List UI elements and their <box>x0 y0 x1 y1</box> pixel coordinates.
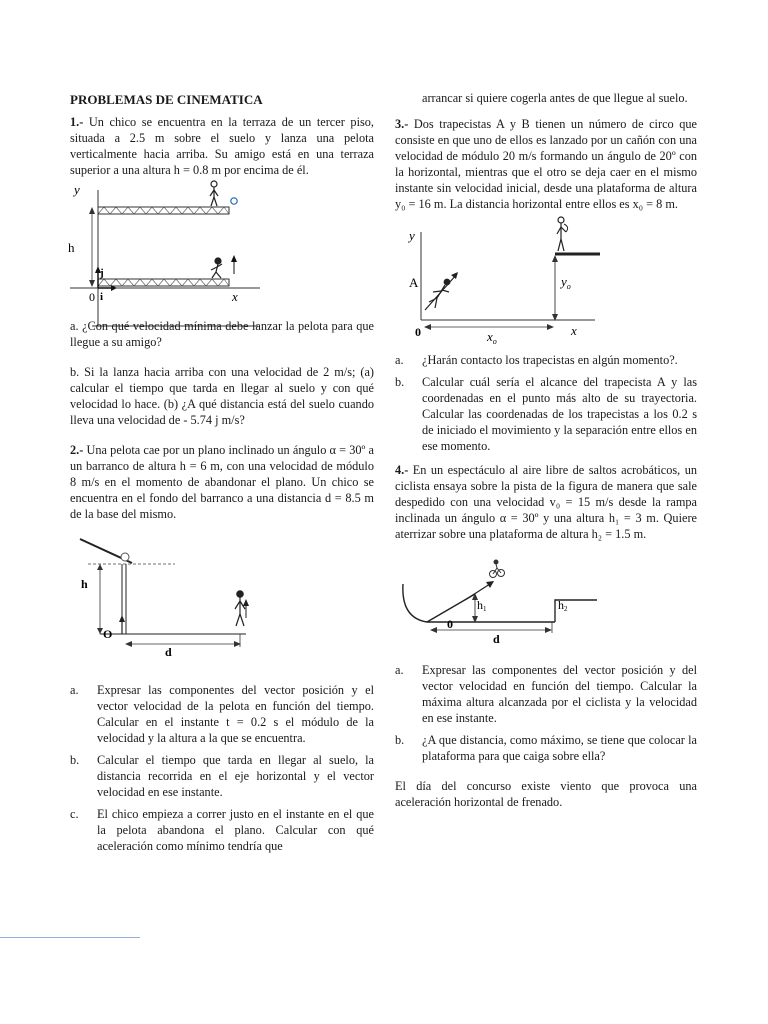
problem-4-statement <box>395 462 697 542</box>
problem-4-number: 4.- <box>395 463 409 477</box>
label-h1: h1 <box>477 598 487 613</box>
cyclist-figure <box>490 560 505 578</box>
axis-x-label: x <box>571 323 577 338</box>
problem-3-number: 3.- <box>395 117 409 131</box>
left-column <box>70 90 374 854</box>
problem-2-text: Una pelota cae por un plano inclinado un ángulo α = 30º a un barranco de altura h = 6 m, con una velocidad de módulo 8 m/s en el momento de abandonar el plano. Un chico se encuentra en el fondo del barranco a una distancia d = 8.5 m de la base del mismo. <box>70 443 374 521</box>
problem-1-figure <box>70 178 374 318</box>
problem-2-figure <box>70 522 374 682</box>
distance-d-label: d <box>165 645 172 659</box>
boy-figure <box>235 591 245 626</box>
problem-1-question-a: a. ¿Con qué velocidad mínima debe lanzar la pelota para que llegue a su amigo? <box>70 319 374 349</box>
item-text: Calcular cuál sería el alcance del trapecista A y las coordenadas en el punto más alto de su trayectoria. Calcular las coordenadas de los trapecistas a los 0.2 s de iniciado el movimiento y la separación entre ellos en ese momento. <box>422 375 697 453</box>
problem-4-figure <box>395 542 697 662</box>
item-text: El chico empieza a correr justo en el instante en el que la pelota abandona el plano. Calcular con qué aceleración como mínimo tendría que <box>97 807 374 853</box>
problem-3-item-a <box>395 352 697 368</box>
trapeze-artist-b-figure <box>557 217 568 251</box>
problem-3-figure <box>395 212 697 352</box>
problem-1-question-b: b. Si la lanza hacia arriba con una velocidad de 2 m/s; (a) calcular el tiempo que tarda en llegar al suelo y con qué velocidad lo hace. (b) ¿A qué distancia está del suelo cuando lleva una velocidad de - 5.74 j m/s? <box>70 365 374 427</box>
unit-i-label: i <box>100 291 104 303</box>
item-text: Expresar las componentes del vector posición y el vector velocidad de la pelota en función del tiempo. Calcular en el instante t = 0.2 s el módulo de la velocidad y la altura a la que se encuentra. <box>97 683 374 745</box>
item-label: a. <box>70 683 79 697</box>
problem-4-item-b <box>395 732 697 764</box>
axis-x-label: x <box>232 289 238 304</box>
item-label: b. <box>70 753 80 767</box>
label-a: A <box>409 275 419 290</box>
item-label: a. <box>395 353 404 367</box>
origin-label: 0 <box>415 325 421 339</box>
origin-label: 0 <box>89 290 95 304</box>
problem-2-item-a <box>70 682 374 746</box>
label-h2: h2 <box>558 598 568 613</box>
label-yo: $y_o$ <box>561 274 571 291</box>
right-column <box>395 90 697 810</box>
problem-2-item-b <box>70 752 374 800</box>
problem-1-statement <box>70 114 374 178</box>
problem-2-number: 2.- <box>70 443 84 457</box>
axis-y-label: y <box>74 182 80 197</box>
item-text: ¿A que distancia, como máximo, se tiene que colocar la plataforma para que caiga sobre ella? <box>422 733 697 763</box>
item-text: Calcular el tiempo que tarda en llegar al suelo, la distancia recorrida en el eje horizontal y el vector velocidad en ese instante. <box>97 753 374 799</box>
problem-3-statement <box>395 116 697 212</box>
height-h-label: h <box>81 577 88 591</box>
page-title: PROBLEMAS DE CINEMATICA <box>70 92 263 107</box>
origin-label: O <box>103 627 113 641</box>
problem-1-text: Un chico se encuentra en la terraza de un tercer piso, situada a 2.5 m sobre el suelo y lanza una pelota verticalmente hacia arriba. Su amigo está en una terraza superior a una altura h = 0.8 m por encima de él. <box>70 115 374 177</box>
origin-label: 0 <box>447 617 453 631</box>
item-label: b. <box>395 733 405 747</box>
problem-3-text: Dos trapecistas A y B tienen un número de circo que consiste en que uno de ellos es lanzado por un cañón con una velocidad de módulo 20 m/s formando un ángulo de 20º con la horizontal, mientras que el otro se deja caer en el mismo instante sin velocidad inicial, desde una plataforma de altura y₀ = 16 m. La distancia horizontal entre ellos es x₀ = 8 m. <box>395 117 697 211</box>
problem-1-number: 1.- <box>70 115 84 129</box>
unit-j-label: j <box>100 267 104 279</box>
distance-d-label: d <box>493 632 500 646</box>
boy-figure <box>211 258 222 278</box>
trapeze-artist-a-figure <box>429 279 450 308</box>
friend-figure <box>210 181 218 206</box>
height-h-label: h <box>68 240 75 255</box>
item-label: c. <box>70 807 79 821</box>
footnote-separator <box>0 937 140 938</box>
problem-4-closing: El día del concurso existe viento que provoca una aceleración horizontal de frenado. <box>395 779 697 809</box>
ball-icon <box>231 198 237 204</box>
item-label: a. <box>395 663 404 677</box>
item-text: ¿Harán contacto los trapecistas en algún momento?. <box>422 353 678 367</box>
axis-y-label: y <box>409 228 415 243</box>
problem-2-item-c <box>70 806 374 854</box>
label-xo: $x_o$ <box>487 329 497 346</box>
problem-2-continuation: arrancar si quiere cogerla antes de que llegue al suelo. <box>422 91 688 105</box>
item-label: b. <box>395 375 405 389</box>
problem-3-item-b <box>395 374 697 454</box>
problem-2-statement <box>70 442 374 522</box>
problem-4-text: En un espectáculo al aire libre de saltos acrobáticos, un ciclista ensaya sobre la pista de la figura de manera que sale despedido con una velocidad v₀ = 15 m/s desde la rampa inclinada un ángulo α = 30º y una altura h₁ = 3 m. Quiere aterrizar sobre una plataforma de altura h₂ = 1.5 m. <box>395 463 697 541</box>
problem-4-item-a <box>395 662 697 726</box>
item-text: Expresar las componentes del vector posición y del vector velocidad en función del tiempo. Calcular la máxima altura alcanzada por el ciclista y la velocidad en ese instante. <box>422 663 697 725</box>
